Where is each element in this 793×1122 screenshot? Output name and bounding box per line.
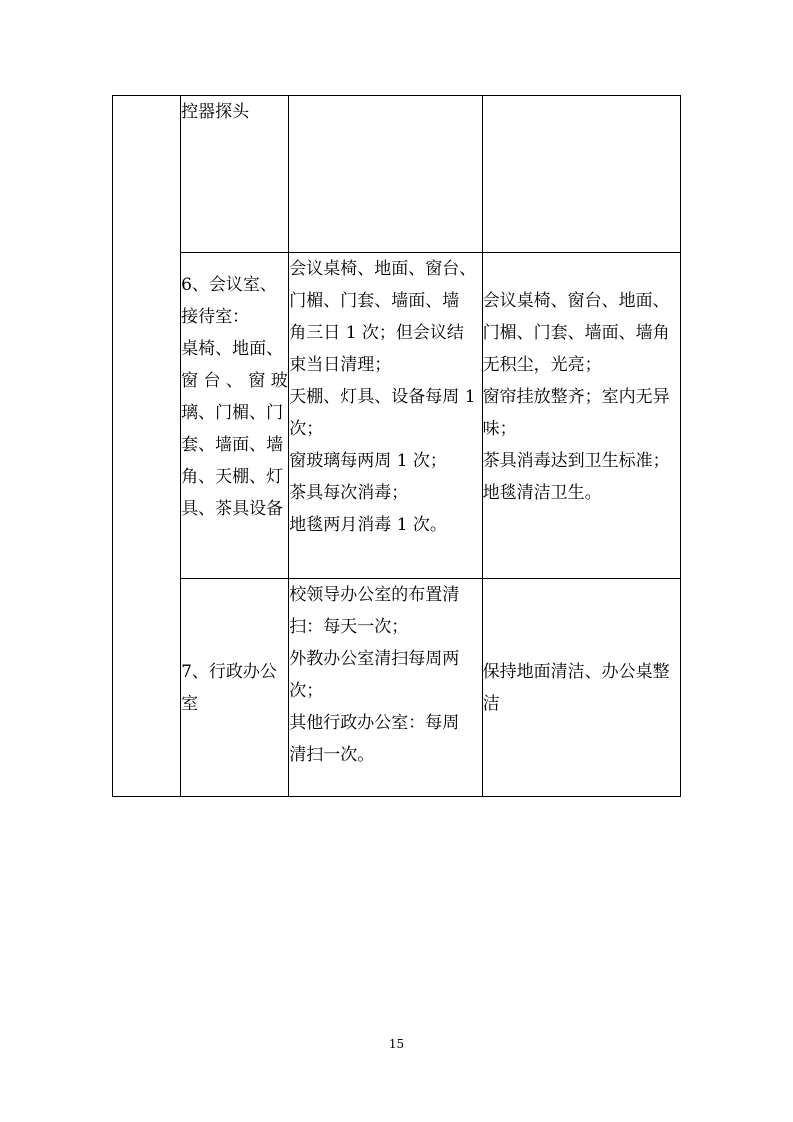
cell-text-line: 窗 台 、 窗 玻 <box>181 371 288 391</box>
table-cell-standard <box>482 579 680 797</box>
cell-text-line: 门楣、门套、墙面、墙 <box>289 291 460 311</box>
cell-text-line: 天棚、灯具、设备每周 1 <box>289 387 476 407</box>
table-row <box>113 579 681 797</box>
cell-text-line: 束当日清理； <box>289 355 392 375</box>
cell-text-line: 控器探头 <box>181 102 250 122</box>
cell-text-line: 扫：每天一次； <box>289 617 409 637</box>
cleaning-standards-table <box>112 95 681 797</box>
table-cell-item <box>181 579 289 797</box>
cell-text-line: 茶具消毒达到卫生标准； <box>482 451 670 471</box>
table-row <box>113 253 681 579</box>
cell-text-line: 会议桌椅、窗台、地面、 <box>482 291 670 311</box>
cell-text-line: 地毯两月消毒 1 次。 <box>289 515 447 535</box>
table-cell-blank <box>113 96 181 797</box>
cell-text-line: 茶具每次消毒； <box>289 483 409 503</box>
table-cell-standard <box>482 96 680 253</box>
table-cell-frequency <box>289 96 482 253</box>
cell-text-line: 桌椅、地面、 <box>181 339 284 359</box>
cell-text-line: 7、行政办公 <box>181 661 277 682</box>
cell-text-line: 会议桌椅、地面、窗台、 <box>289 259 477 279</box>
cell-text-line: 窗玻璃每两周 1 次； <box>289 451 447 471</box>
cell-text-line: 保持地面清洁、办公桌整 <box>482 661 670 682</box>
table-cell-frequency <box>289 253 482 579</box>
cell-text-line: 璃、门楣、门 <box>181 403 284 423</box>
cell-text-line: 外教办公室清扫每周两 <box>289 649 460 669</box>
table-row <box>113 96 681 253</box>
cell-text-line: 洁 <box>482 693 500 714</box>
cell-text-line: 地毯清洁卫生。 <box>482 483 602 503</box>
cell-text-line: 门楣、门套、墙面、墙角 <box>482 323 670 343</box>
cell-text-line: 其他行政办公室：每周 <box>289 713 460 733</box>
cell-text-line: 次； <box>289 681 324 701</box>
cell-text-line: 校领导办公室的布置清 <box>289 585 460 605</box>
cell-text-line: 具、茶具设备 <box>181 499 284 519</box>
cell-text-line: 味； <box>482 419 517 439</box>
cell-text-line: 室 <box>181 693 199 714</box>
page-number: 15 <box>388 1037 405 1051</box>
cell-text-line: 清扫一次。 <box>289 745 375 765</box>
cell-text-line: 角三日 1 次；但会议结 <box>289 323 464 343</box>
cell-text-line: 接待室： <box>181 307 250 327</box>
cell-text-line: 角、天棚、灯 <box>181 467 284 487</box>
cell-text-line: 无积尘，光亮； <box>482 355 602 375</box>
table-cell-item <box>181 96 289 253</box>
cell-text-line: 套、墙面、墙 <box>181 435 284 455</box>
cell-text-line: 6、会议室、 <box>181 275 277 295</box>
table-cell-item <box>181 253 289 579</box>
cell-text-line: 次； <box>289 419 324 439</box>
table-cell-frequency <box>289 579 482 797</box>
table-cell-standard <box>482 253 680 579</box>
cell-text-line: 窗帘挂放整齐；室内无异 <box>482 387 670 407</box>
